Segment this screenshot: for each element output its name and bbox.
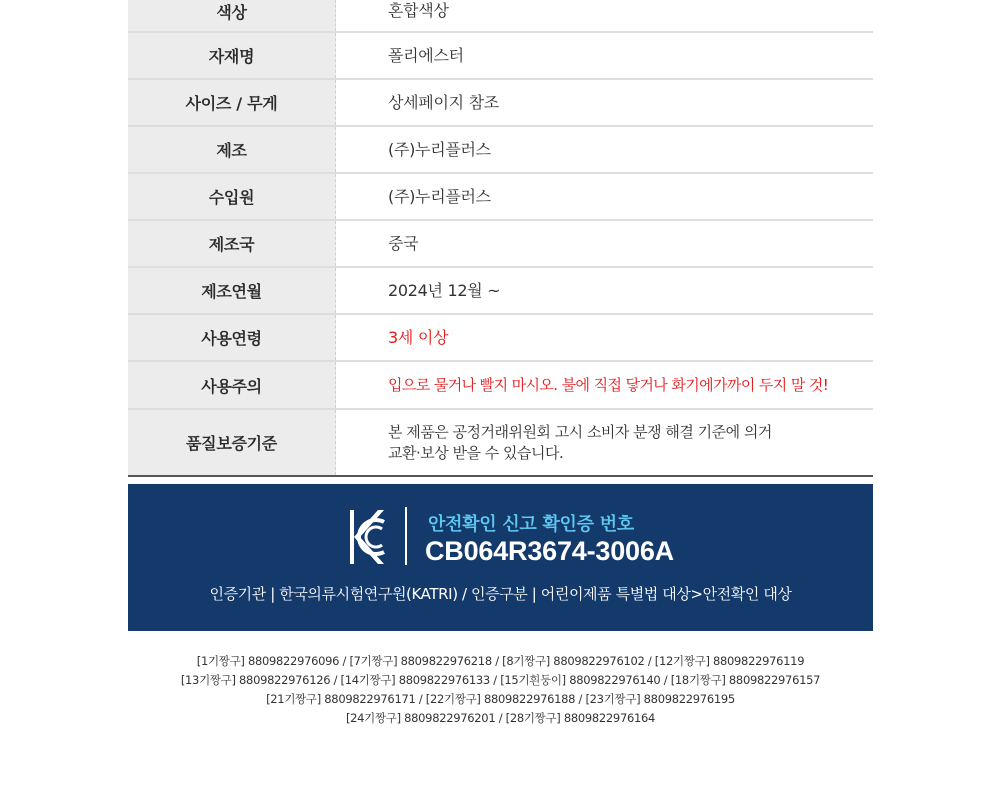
spec-label: 사용연령	[128, 315, 336, 360]
spec-value-warning: 입으로 물거나 빨지 마시오. 불에 직접 닿거나 화기에가까이 두지 말 것!	[388, 375, 829, 394]
kc-divider	[405, 507, 407, 565]
spec-value: 폴리에스터	[388, 46, 464, 65]
spec-value-line: 본 제품은 공정거래위원회 고시 소비자 분쟁 해결 기준에 의거	[388, 422, 772, 441]
spec-label: 제조연월	[128, 268, 336, 313]
barcode-line: [13기짱구] 8809822976126 / [14기짱구] 8809822976133 / [15기흰둥이] 8809822976140 / [18기짱구] 8809822976157	[180, 673, 821, 687]
barcode-list	[128, 652, 873, 728]
barcode-line: [21기짱구] 8809822976171 / [22기짱구] 8809822976188 / [23기짱구] 8809822976195	[266, 692, 735, 706]
spec-label: 자재명	[128, 33, 336, 78]
spec-label: 사용주의	[128, 362, 336, 408]
spec-value: 상세페이지 참조	[388, 93, 499, 112]
barcode-line: [24기짱구] 8809822976201 / [28기짱구] 8809822976164	[345, 711, 656, 725]
kc-certification-banner	[128, 484, 873, 631]
barcode-line: [1기짱구] 8809822976096 / [7기짱구] 8809822976218 / [8기짱구] 8809822976102 / [12기짱구] 8809822976119	[196, 654, 805, 668]
spec-value: 중국	[388, 234, 419, 253]
spec-value	[336, 410, 873, 475]
kc-mark-icon	[348, 508, 386, 566]
kc-title: 안전확인 신고 확인증 번호	[428, 514, 634, 535]
spec-value-warning: 3세 이상	[388, 328, 449, 347]
spec-row-manufacturer	[128, 127, 873, 174]
spec-row-quality	[128, 410, 873, 477]
spec-label: 색상	[128, 0, 336, 31]
spec-value: 2024년 12월 ~	[388, 281, 501, 300]
spec-label: 제조	[128, 127, 336, 172]
spec-row-color	[128, 0, 873, 33]
spec-label: 사이즈 / 무게	[128, 80, 336, 125]
kc-certificate-number: CB064R3674-3006A	[425, 536, 674, 566]
spec-value: (주)누리플러스	[388, 140, 491, 159]
kc-info: 인증기관 | 한국의류시험연구원(KATRI) / 인증구분 | 어린이제품 특별법 대상>안전확인 대상	[209, 585, 792, 603]
spec-row-importer	[128, 174, 873, 221]
spec-label: 수입원	[128, 174, 336, 219]
spec-value: (주)누리플러스	[388, 187, 491, 206]
spec-label: 제조국	[128, 221, 336, 266]
spec-row-country	[128, 221, 873, 268]
spec-row-size-weight	[128, 80, 873, 127]
spec-value: 혼합색상	[388, 1, 449, 20]
spec-row-age	[128, 315, 873, 362]
spec-value-line: 교환·보상 받을 수 있습니다.	[388, 443, 564, 462]
spec-row-material	[128, 33, 873, 80]
spec-label: 품질보증기준	[128, 410, 336, 475]
spec-row-manufacture-date	[128, 268, 873, 315]
product-spec-table	[128, 0, 873, 477]
spec-row-caution	[128, 362, 873, 410]
